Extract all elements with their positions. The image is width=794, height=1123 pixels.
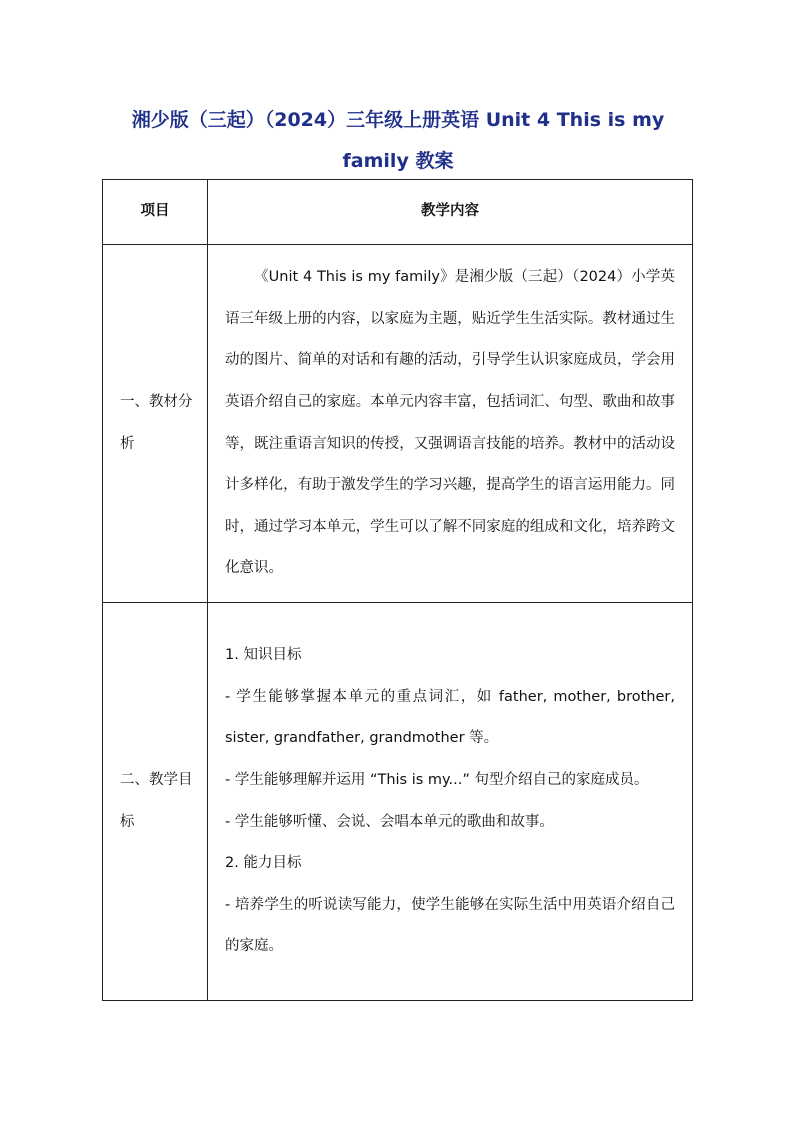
title-line-2: family 教案 [342,150,454,172]
paragraph: 《Unit 4 This is my family》是湘少版（三起）（2024）小学英语三年级上册的内容，以家庭为主题，贴近学生生活实际。教材通过生动的图片、简单的对话和有趣的活动，引导学生认识家庭成员，学会用英语介绍自己的家庭。本单元内容丰富，包括词汇、句型、歌曲和故事等，既注重语言知识的传授，又强调语言技能的培养。教材中的活动设计多样化，有助于激发学生的学习兴趣，提高学生的语言运用能力。同时，通过学习本单元，学生可以了解不同家庭的组成和文化，培养跨文化意识。 [225,269,675,577]
row-content-teaching-objectives [208,603,693,1001]
objective-item: - 学生能够掌握本单元的重点词汇，如 father, mother, brother, sister, grandfather, grandmother 等。 [225,688,675,747]
table-header-row [103,180,693,245]
title-line-1: 湘少版（三起）（2024）三年级上册英语 Unit 4 This is my [131,109,665,131]
objective-item: - 学生能够听懂、会说、会唱本单元的歌曲和故事。 [225,813,554,830]
document-title [120,100,676,182]
objective-heading-ability: 2. 能力目标 [225,855,302,872]
row-label-material-analysis: 一、教材分析 [103,245,208,603]
table-row [103,603,693,1001]
objective-heading-knowledge: 1. 知识目标 [225,647,302,664]
row-label-teaching-objectives: 二、教学目标 [103,603,208,1001]
lesson-plan-table [102,179,693,1001]
table-row [103,245,693,603]
objective-item: - 学生能够理解并运用 “This is my...” 句型介绍自己的家庭成员。 [225,771,649,788]
header-item: 项目 [103,180,208,245]
row-content-material-analysis [208,245,693,603]
objective-item: - 培养学生的听说读写能力，使学生能够在实际生活中用英语介绍自己的家庭。 [225,896,675,955]
header-content: 教学内容 [208,180,693,245]
